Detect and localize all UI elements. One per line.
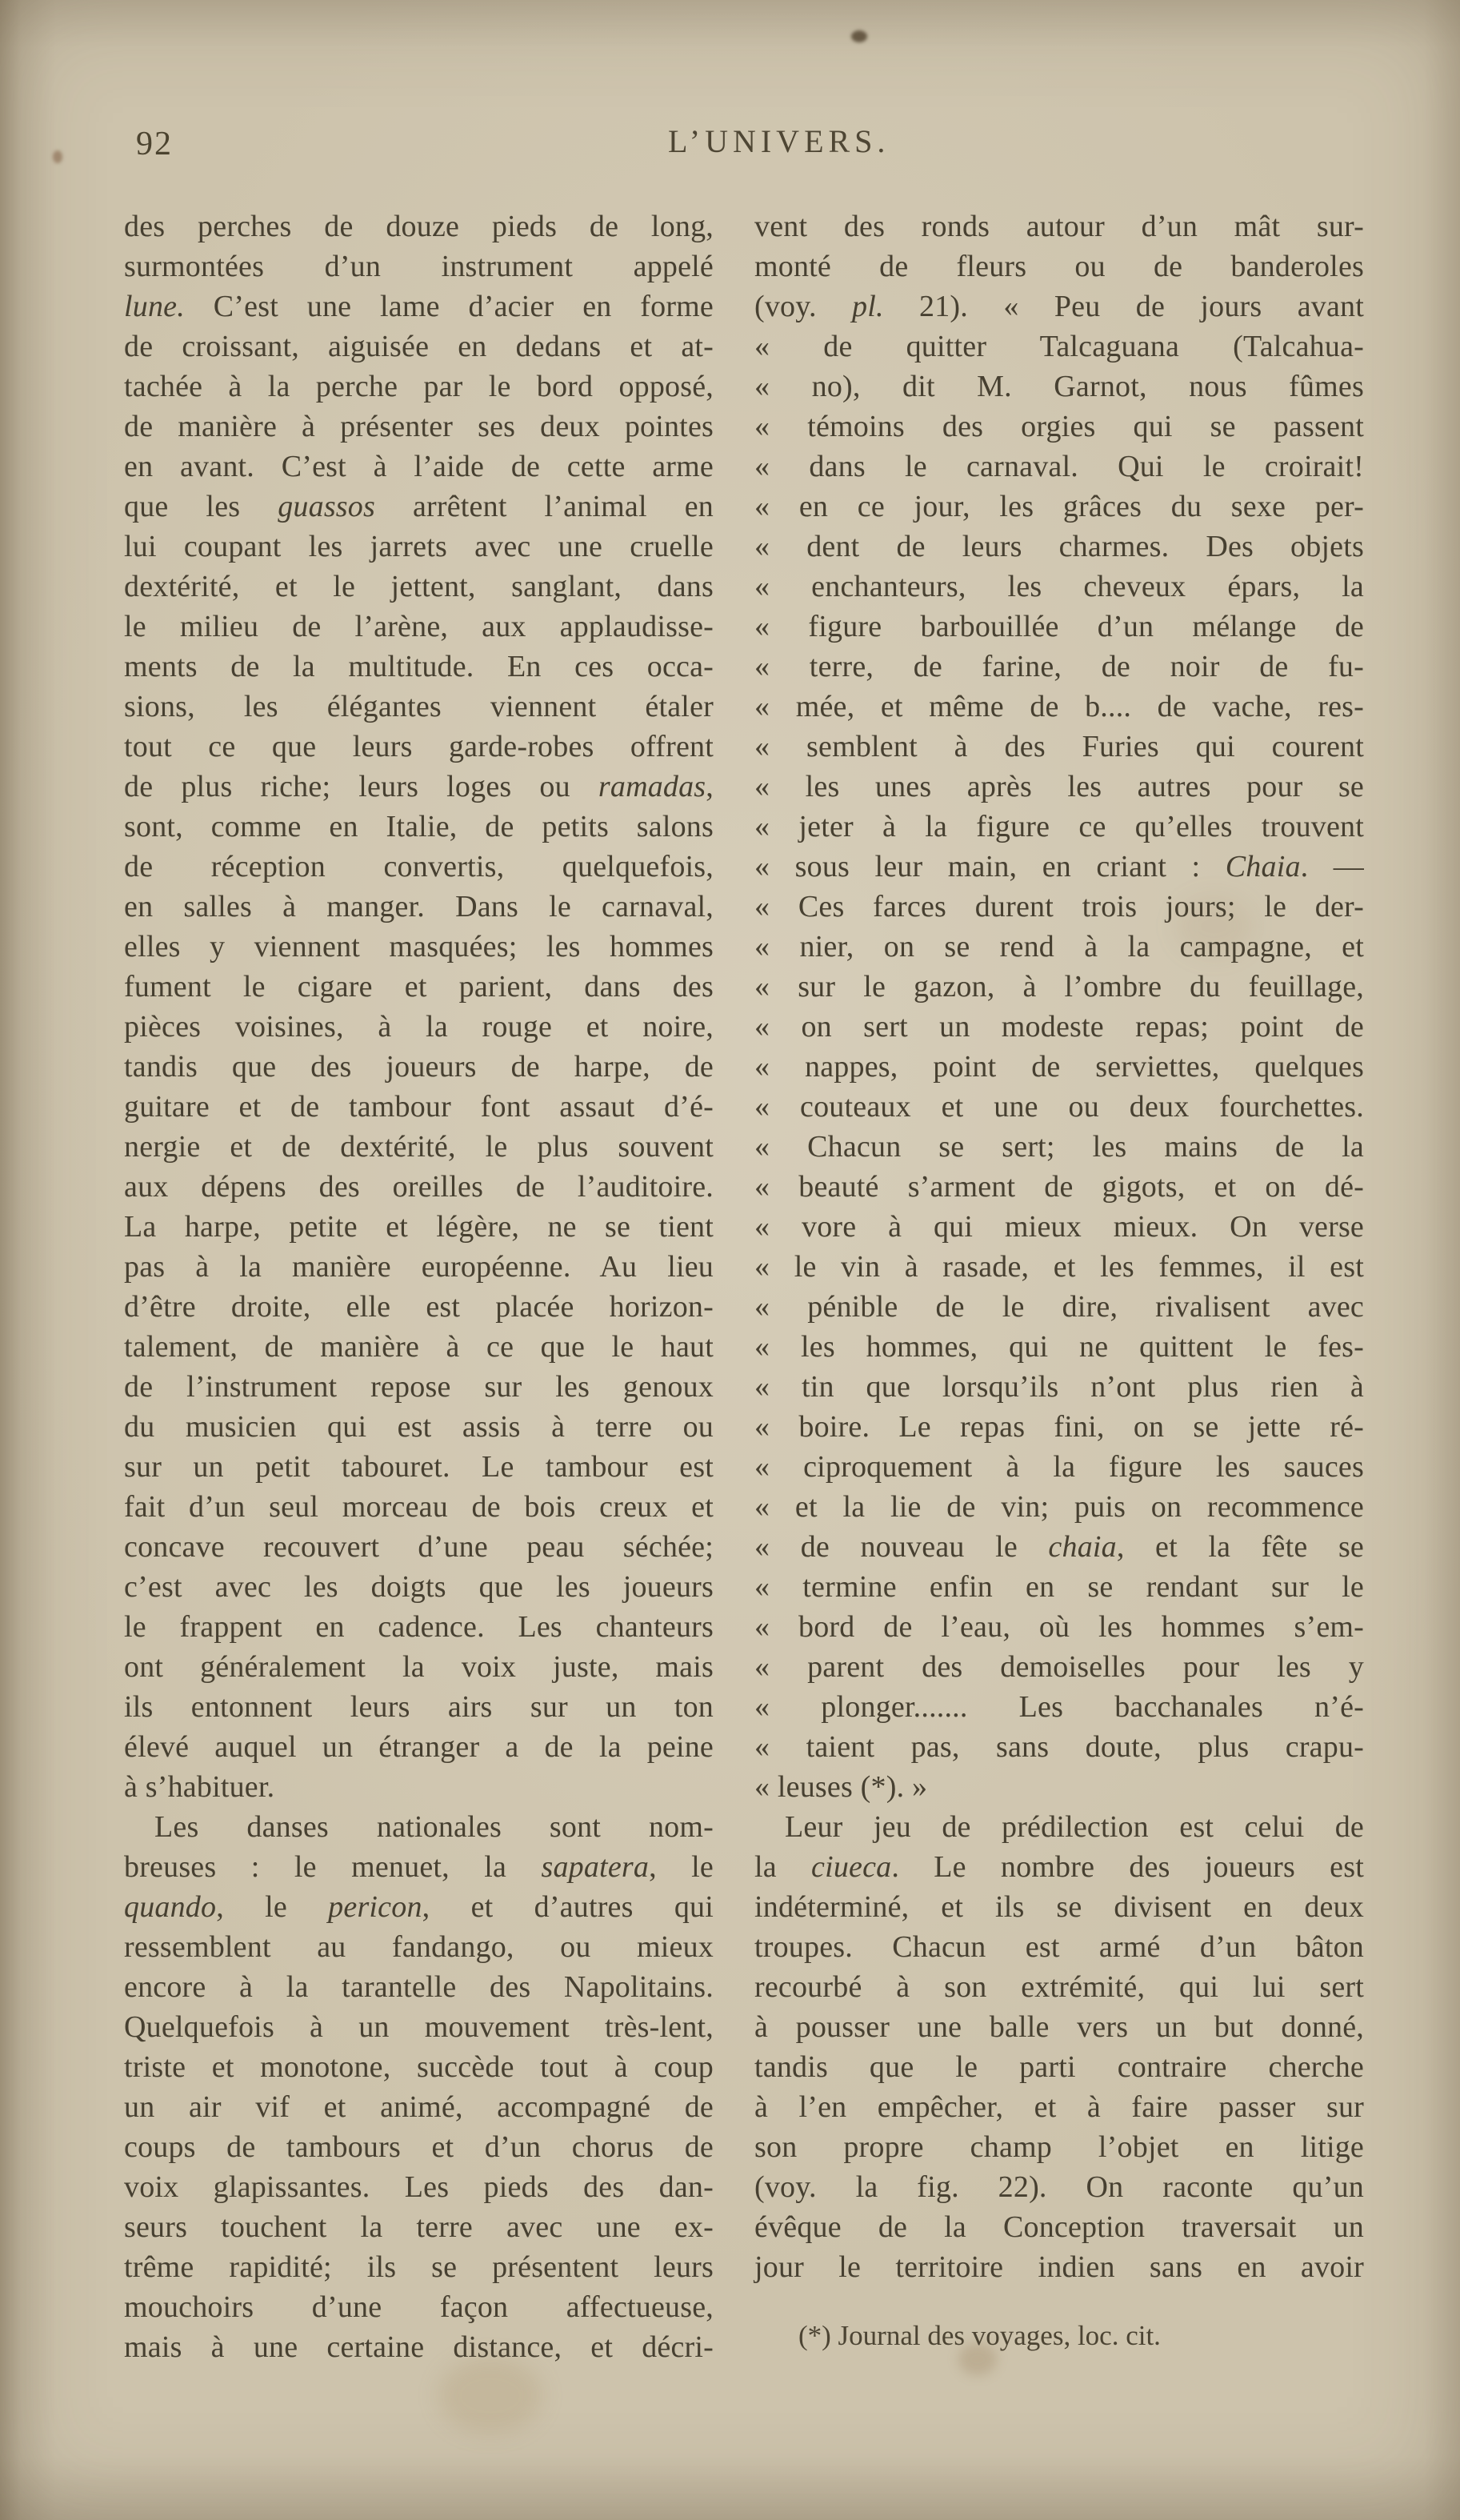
text-line: « de quitter Talcaguana (Talcahua- — [754, 330, 1364, 363]
text-line: « figure barbouillée d’un mélange de — [754, 610, 1364, 643]
text-line: en avant. C’est à l’aide de cette arme — [124, 450, 714, 483]
text-line: « pénible de le dire, rivalisent avec — [754, 1290, 1364, 1324]
text-line: tandis que le parti contraire cherche — [754, 2050, 1364, 2084]
text-line: (voy. la fig. 22). On raconte qu’un — [754, 2170, 1364, 2204]
text-line: « sur le gazon, à l’ombre du feuillage, — [754, 970, 1364, 1004]
text-line: de croissant, aiguisée en dedans et at- — [124, 330, 714, 363]
text-line: « leuses (*). » — [754, 1770, 928, 1804]
running-header: L’UNIVERS. — [668, 123, 890, 159]
text-line: « taient pas, sans doute, plus crapu- — [754, 1730, 1364, 1764]
text-line: sur un petit tabouret. Le tambour est — [124, 1450, 714, 1484]
text-line: ments de la multitude. En ces occa- — [124, 650, 714, 683]
text-line: « Chacun se sert; les mains de la — [754, 1130, 1364, 1164]
text-line: « sous leur main, en criant : Chaia. — — [754, 850, 1364, 883]
text-line: « dent de leurs charmes. Des objets — [754, 530, 1364, 563]
text-line: talement, de manière à ce que le haut — [124, 1330, 714, 1364]
text-line: coups de tambours et d’un chorus de — [124, 2130, 714, 2164]
text-line: en salles à manger. Dans le carnaval, — [124, 890, 714, 923]
text-line: élevé auquel un étranger a de la peine — [124, 1730, 714, 1764]
text-line: à l’en empêcher, et à faire passer sur — [754, 2090, 1364, 2124]
text-line: nergie et de dextérité, le plus souvent — [124, 1130, 714, 1164]
text-line: « beauté s’arment de gigots, et on dé- — [754, 1170, 1364, 1204]
text-line: jour le territoire indien sans en avoir — [754, 2250, 1364, 2284]
text-line: fait d’un seul morceau de bois creux et — [124, 1490, 714, 1524]
text-line: « de nouveau le chaia, et la fête se — [754, 1530, 1364, 1564]
text-line: « nappes, point de serviettes, quelques — [754, 1050, 1364, 1084]
text-line: « et la lie de vin; puis on recommence — [754, 1490, 1364, 1524]
text-line: encore à la tarantelle des Napolitains. — [124, 1970, 714, 2004]
text-line: « en ce jour, les grâces du sexe per- — [754, 490, 1364, 523]
text-line: recourbé à son extrémité, qui lui sert — [754, 1970, 1364, 2004]
text-line: « couteaux et une ou deux fourchettes. — [754, 1090, 1364, 1124]
text-line: « terre, de farine, de noir de fu- — [754, 650, 1364, 683]
text-line: « on sert un modeste repas; point de — [754, 1010, 1364, 1044]
text-line: du musicien qui est assis à terre ou — [124, 1410, 714, 1444]
text-line: évêque de la Conception traversait un — [754, 2210, 1364, 2244]
text-line: un air vif et animé, accompagné de — [124, 2090, 714, 2124]
text-line: surmontées d’un instrument appelé — [124, 250, 714, 283]
text-line: de plus riche; leurs loges ou ramadas, — [124, 770, 714, 803]
text-line: trême rapidité; ils se présentent leurs — [124, 2250, 714, 2284]
text-line: triste et monotone, succède tout à coup — [124, 2050, 714, 2084]
text-line: « mée, et même de b.... de vache, res- — [754, 690, 1364, 723]
text-line: de l’instrument repose sur les genoux — [124, 1370, 714, 1404]
text-line: vent des ronds autour d’un mât sur- — [754, 210, 1364, 243]
text-line: « no), dit M. Garnot, nous fûmes — [754, 370, 1364, 403]
text-line: sions, les élégantes viennent étaler — [124, 690, 714, 723]
text-line: « les unes après les autres pour se — [754, 770, 1364, 803]
text-line: seurs touchent la terre avec une ex- — [124, 2210, 714, 2244]
text-line: à s’habituer. — [124, 1770, 275, 1804]
text-line: pièces voisines, à la rouge et noire, — [124, 1010, 714, 1044]
text-line: mouchoirs d’une façon affectueuse, — [124, 2290, 714, 2324]
text-line: à pousser une balle vers un but donné, — [754, 2010, 1364, 2044]
text-line: « jeter à la figure ce qu’elles trouvent — [754, 810, 1364, 843]
text-line: des perches de douze pieds de long, — [124, 210, 714, 243]
paper-speck — [53, 150, 62, 163]
text-line: elles y viennent masquées; les hommes — [124, 930, 714, 964]
text-line: La harpe, petite et légère, ne se tient — [124, 1210, 714, 1244]
column-right — [754, 206, 1364, 2287]
paper-stain — [438, 2358, 542, 2434]
text-line: tandis que des joueurs de harpe, de — [124, 1050, 714, 1084]
text-line: aux dépens des oreilles de l’auditoire. — [124, 1170, 714, 1204]
text-line: « bord de l’eau, où les hommes s’em- — [754, 1610, 1364, 1644]
text-line: fument le cigare et parient, dans des — [124, 970, 714, 1004]
text-line: son propre champ l’objet en litige — [754, 2130, 1364, 2164]
text-line: troupes. Chacun est armé d’un bâton — [754, 1930, 1364, 1964]
text-line: ressemblent au fandango, ou mieux — [124, 1930, 714, 1964]
text-line: lui coupant les jarrets avec une cruelle — [124, 530, 714, 563]
text-line: « les hommes, qui ne quittent le fes- — [754, 1330, 1364, 1364]
text-line: « parent des demoiselles pour les y — [754, 1650, 1364, 1684]
text-line: « boire. Le repas fini, on se jette ré- — [754, 1410, 1364, 1444]
text-line: « enchanteurs, les cheveux épars, la — [754, 570, 1364, 603]
text-line: le frappent en cadence. Les chanteurs — [124, 1610, 714, 1644]
text-line: Leur jeu de prédilection est celui de — [785, 1810, 1364, 1844]
text-line: « Ces farces durent trois jours; le der- — [754, 890, 1364, 923]
text-line: « ciproquement à la figure les sauces — [754, 1450, 1364, 1484]
footnote: (*) Journal des voyages, loc. cit. — [798, 2320, 1161, 2351]
text-line: tachée à la perche par le bord opposé, — [124, 370, 714, 403]
text-line: « le vin à rasade, et les femmes, il est — [754, 1250, 1364, 1284]
text-line: « plonger....... Les bacchanales n’é- — [754, 1690, 1364, 1724]
text-line: concave recouvert d’une peau séchée; — [124, 1530, 714, 1564]
text-line: tout ce que leurs garde-robes offrent — [124, 730, 714, 763]
text-line: ont généralement la voix juste, mais — [124, 1650, 714, 1684]
text-line: ils entonnent leurs airs sur un ton — [124, 1690, 714, 1724]
text-line: breuses : le menuet, la sapatera, le — [124, 1850, 714, 1884]
text-line: quando, le pericon, et d’autres qui — [124, 1890, 714, 1924]
text-line: « nier, on se rend à la campagne, et — [754, 930, 1364, 964]
text-line: « témoins des orgies qui se passent — [754, 410, 1364, 443]
text-line: « tin que lorsqu’ils n’ont plus rien à — [754, 1370, 1364, 1404]
text-line: « semblent à des Furies qui courent — [754, 730, 1364, 763]
text-line: sont, comme en Italie, de petits salons — [124, 810, 714, 843]
text-line: lune. C’est une lame d’acier en forme — [124, 290, 714, 323]
text-line: mais à une certaine distance, et décri- — [124, 2330, 714, 2364]
text-line: dextérité, et le jettent, sanglant, dans — [124, 570, 714, 603]
text-line: monté de fleurs ou de banderoles — [754, 250, 1364, 283]
text-line: que les guassos arrêtent l’animal en — [124, 490, 714, 523]
column-left — [124, 206, 714, 2367]
text-line: Quelquefois à un mouvement très-lent, — [124, 2010, 714, 2044]
text-line: de manière à présenter ses deux pointes — [124, 410, 714, 443]
text-line: Les danses nationales sont nom- — [154, 1810, 714, 1844]
text-line: guitare et de tambour font assaut d’é- — [124, 1090, 714, 1124]
text-line: « dans le carnaval. Qui le croirait! — [754, 450, 1364, 483]
page-number: 92 — [136, 126, 173, 162]
text-line: c’est avec les doigts que les joueurs — [124, 1570, 714, 1604]
text-line: la ciueca. Le nombre des joueurs est — [754, 1850, 1364, 1884]
text-line: « vore à qui mieux mieux. On verse — [754, 1210, 1364, 1244]
text-line: (voy. pl. 21). « Peu de jours avant — [754, 290, 1365, 323]
ink-stain — [851, 30, 867, 42]
text-line: de réception convertis, quelquefois, — [124, 850, 714, 883]
text-line: indéterminé, et ils se divisent en deux — [754, 1890, 1364, 1924]
text-line: le milieu de l’arène, aux applaudisse- — [124, 610, 714, 643]
text-line: d’être droite, elle est placée horizon- — [124, 1290, 714, 1324]
text-line: pas à la manière européenne. Au lieu — [124, 1250, 714, 1284]
text-line: « termine enfin en se rendant sur le — [754, 1570, 1364, 1604]
text-line: voix glapissantes. Les pieds des dan- — [124, 2170, 714, 2204]
